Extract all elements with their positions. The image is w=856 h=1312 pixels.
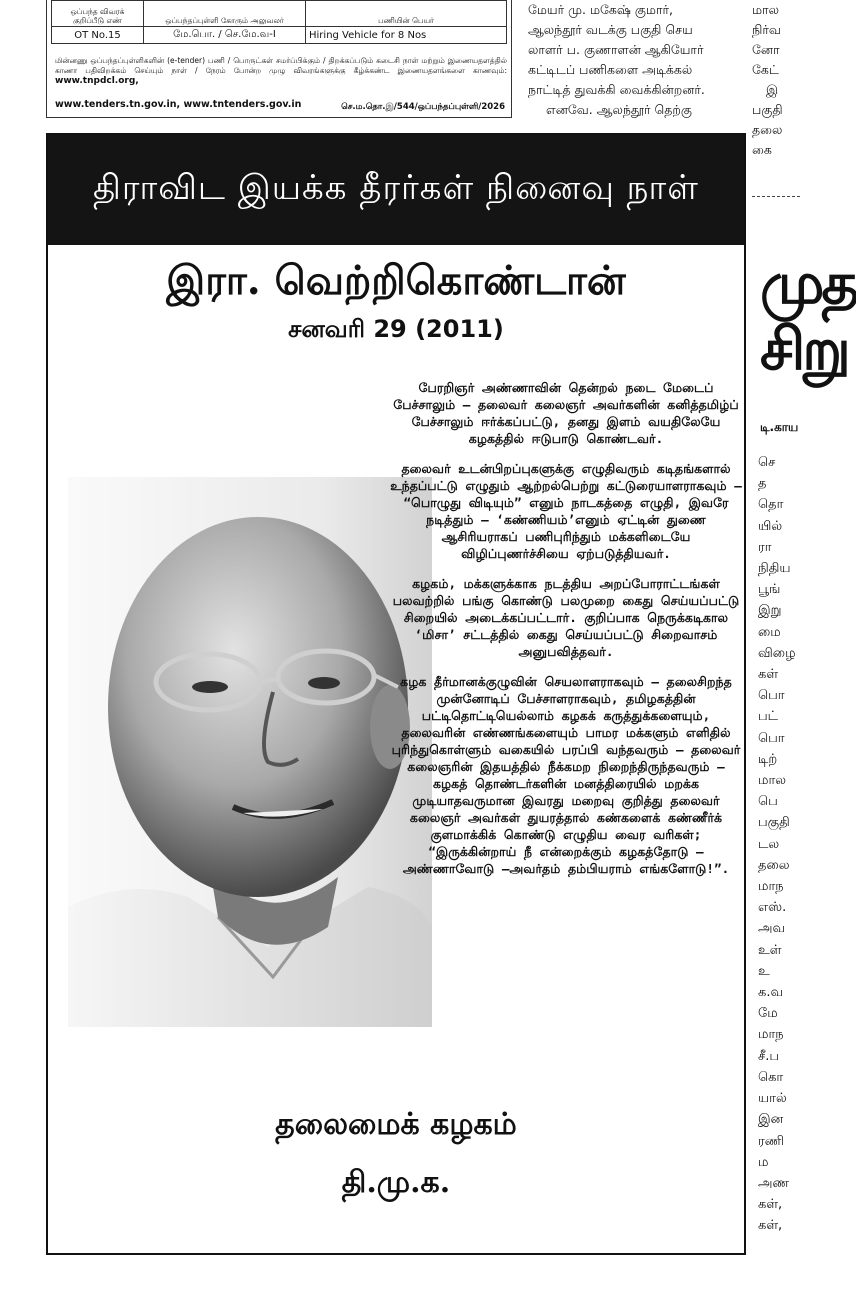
news-line: இன <box>758 1112 784 1128</box>
news-line: பொ <box>758 688 785 704</box>
tender-reference: செ.ம.தொ.இ/544/ஒப்பந்தப்புள்ளி/2026 <box>341 102 505 112</box>
right-byline: டி.காய <box>760 420 799 434</box>
news-line: டல <box>758 836 780 852</box>
news-line: கொ <box>758 1069 784 1085</box>
news-line: நிதிய <box>758 561 791 577</box>
news-line: கள், <box>758 1197 783 1213</box>
tender-websites[interactable]: www.tenders.tn.gov.in, www.tntenders.gov.in <box>55 99 302 110</box>
portrait-photo <box>68 477 432 1027</box>
news-line: செ <box>758 455 776 470</box>
news-line: விழை <box>758 645 796 661</box>
news-line: உ <box>758 963 770 979</box>
news-line: தலை <box>758 857 790 873</box>
right-headline-line: சிறு <box>760 315 848 383</box>
news-line: மேயர் மு. மகேஷ் குமார், <box>528 2 674 17</box>
news-line: த <box>758 476 767 492</box>
tender-col-id-header: ஒப்பந்த விவரக் குறிப்பீடு எண் <box>52 1 144 27</box>
news-line: அவ <box>758 921 785 937</box>
news-line: பகுதி <box>758 815 790 831</box>
news-line: னோ <box>752 42 780 57</box>
memorial-banner <box>48 135 744 245</box>
news-line: கட்டிடப் பணிகளை அடிக்கல் <box>528 62 693 77</box>
news-line: லாளர் ப. குணாளன் ஆகியோர் <box>528 42 704 57</box>
news-line: எஸ். <box>758 900 787 916</box>
tender-id: OT No.15 <box>52 27 144 44</box>
tender-work: Hiring Vehicle for 8 Nos <box>306 27 507 44</box>
news-line: இறு <box>758 603 782 619</box>
tender-description <box>55 56 507 86</box>
news-line: பூங் <box>758 582 781 598</box>
portrait-illustration <box>68 477 432 1027</box>
news-column-right-top <box>752 0 800 160</box>
news-line: யால் <box>758 1091 787 1107</box>
tender-site-primary[interactable]: www.tnpdcl.org, <box>55 76 139 86</box>
news-line: பட் <box>758 709 779 725</box>
news-line: பெ <box>758 794 778 810</box>
news-line: இ <box>766 82 779 97</box>
tender-table <box>51 0 507 44</box>
memorial-name: இரா. வெற்றிகொண்டான் <box>166 257 626 304</box>
news-line: தலை <box>752 122 783 137</box>
news-line: அண <box>758 1175 789 1191</box>
memorial-advert <box>46 133 746 1255</box>
news-line: ம <box>758 1154 769 1170</box>
tender-description-text: மின்னணு ஒப்பந்தப்புள்ளிகளின் (e-tender) பணி / பொருட்கள் சமர்ப்பிக்கும் / திறக்கப்படும் கடைசி நாள் மற்றும் இணையதளத்தில் காணா பதிவிறக்கம் செய்யும் நாள் / நேரம் போன்ற முழு விவரங்களுக்கு கீழ்க்கண்ட இணையதளங்களை காணவும்: <box>55 56 507 75</box>
tribute-paragraph: பேரறிஞர் அண்ணாவின் தென்றல் நடை மேடைப் பேச்சாலும் – தலைவர் கலைஞர் அவர்களின் கனித்தமிழ்ப் பேச்சாலும் ஈர்க்கப்பட்டு, தனது இளம் வயதிலேயே கழகத்தில் ஈடுபாடு கொண்டவர். <box>393 380 739 446</box>
news-line: மாந <box>758 1027 784 1043</box>
news-line: மே <box>758 1006 778 1022</box>
news-line: யில் <box>758 518 783 534</box>
news-line: கள் <box>758 667 779 683</box>
news-line: பொ <box>758 730 785 746</box>
right-headline-line: முத <box>760 249 856 317</box>
news-line: எனவே. ஆலந்தூர் தெற்கு <box>546 102 692 117</box>
tender-col-officer-header: ஒப்பந்தப்புள்ளி கோரும் அலுவலர் <box>144 1 306 27</box>
news-line: க.வ <box>758 985 783 1001</box>
memorial-banner-title: திராவிட இயக்க தீரர்கள் நினைவு நாள் <box>93 168 699 208</box>
tribute-paragraph: தலைவர் உடன்பிறப்புகளுக்கு எழுதிவரும் கடிதங்களால் உந்தப்பட்டு எழுதும் ஆற்றல்பெற்று கட்டுரையாளராகவும் – “பொழுது விடியும்” எனும் நாடகத்தை எழுதி, இவரே நடித்தும் – ‘கண்ணியம்’எனும் ஏட்டின் துணை ஆசிரியராகப் பணிபுரிந்தும் மக்களிடையே விழிப்புணர்ச்சியை ஏற்படுத்தியவர். <box>390 461 742 561</box>
news-line: கேட் <box>752 62 779 77</box>
news-line: மாந <box>758 879 784 895</box>
news-line: சீ.ப <box>758 1048 780 1064</box>
news-line: கை <box>752 142 772 157</box>
news-line: பகுதி <box>752 102 783 117</box>
memorial-signature-org: தலைமைக் கழகம் <box>275 1107 517 1142</box>
news-line: நாட்டித் துவக்கி வைக்கின்றனர். <box>528 82 705 97</box>
memorial-signature-party: தி.மு.க. <box>341 1165 451 1200</box>
news-line: நிர்வ <box>752 22 781 37</box>
right-headline <box>760 249 856 383</box>
tribute-paragraph: கழகம், மக்களுக்காக நடத்திய அறப்போராட்டங்கள் பலவற்றில் பங்கு கொண்டு பலமுறை கைது செய்யப்பட்டு சிறையில் அடைக்கப்பட்டார். குறிப்பாக நெருக்கடிகால ‘மிசா’ சட்டத்தில் கைது செய்யப்பட்டு சிறைவாசம் அனுபவித்தவர். <box>392 576 740 659</box>
news-line: ரா <box>758 539 772 555</box>
tender-notice <box>46 0 512 118</box>
news-column-right-body <box>758 452 800 1237</box>
news-line: ரணி <box>758 1133 785 1149</box>
memorial-date: சனவரி 29 (2011) <box>288 315 504 343</box>
news-line: டிற் <box>758 751 778 767</box>
tribute-paragraph: கழக தீர்மானக்குழுவின் செயலாளராகவும் – தலைசிறந்த முன்னோடிப் பேச்சாளராகவும், தமிழகத்தின் பட்டிதொட்டியெல்லாம் கழகக் கருத்துக்களையும், தலைவரின் எண்ணங்களையும் பாமர மக்களும் எளிதில் புரிந்துகொள்ளும் வகையில் பரப்பி வந்தவரும் – தலைவர் கலைஞரின் இதயத்தில் நீக்கமற நிறைந்திருந்தவரும் – கழகத் தொண்டர்களின் மனத்திரையில் மறக்க முடியாதவருமான இவரது மறைவு குறித்து தலைவர் கலைஞர் அவர்கள் துயரத்தால் கண்களைக் கண்ணீர்க் குளமாக்கிக் கொண்டு எழுதிய வைர வரிகள்; “இருக்கின்றாய் நீ என்றைக்கும் கழகத்தோடு – அண்ணாவோடு –அவர்தம் தம்பியராம் எங்களோடு!”. <box>391 674 741 876</box>
news-line: மால <box>758 773 787 789</box>
news-line: உள் <box>758 942 782 958</box>
tender-officer: மே.பொ. / செ.மே.வ-I <box>144 27 306 44</box>
tender-col-work-header: பணியின் பெயர் <box>306 1 507 27</box>
news-line: கள், <box>758 1218 783 1234</box>
tribute-text <box>390 379 742 890</box>
news-line: தொ <box>758 497 784 513</box>
news-line: மால <box>752 2 779 17</box>
news-line: ஆலந்தூர் வடக்கு பகுதி செய <box>528 22 693 37</box>
news-line: மை <box>758 624 781 640</box>
column-divider <box>752 196 800 197</box>
news-column-middle <box>528 0 750 120</box>
